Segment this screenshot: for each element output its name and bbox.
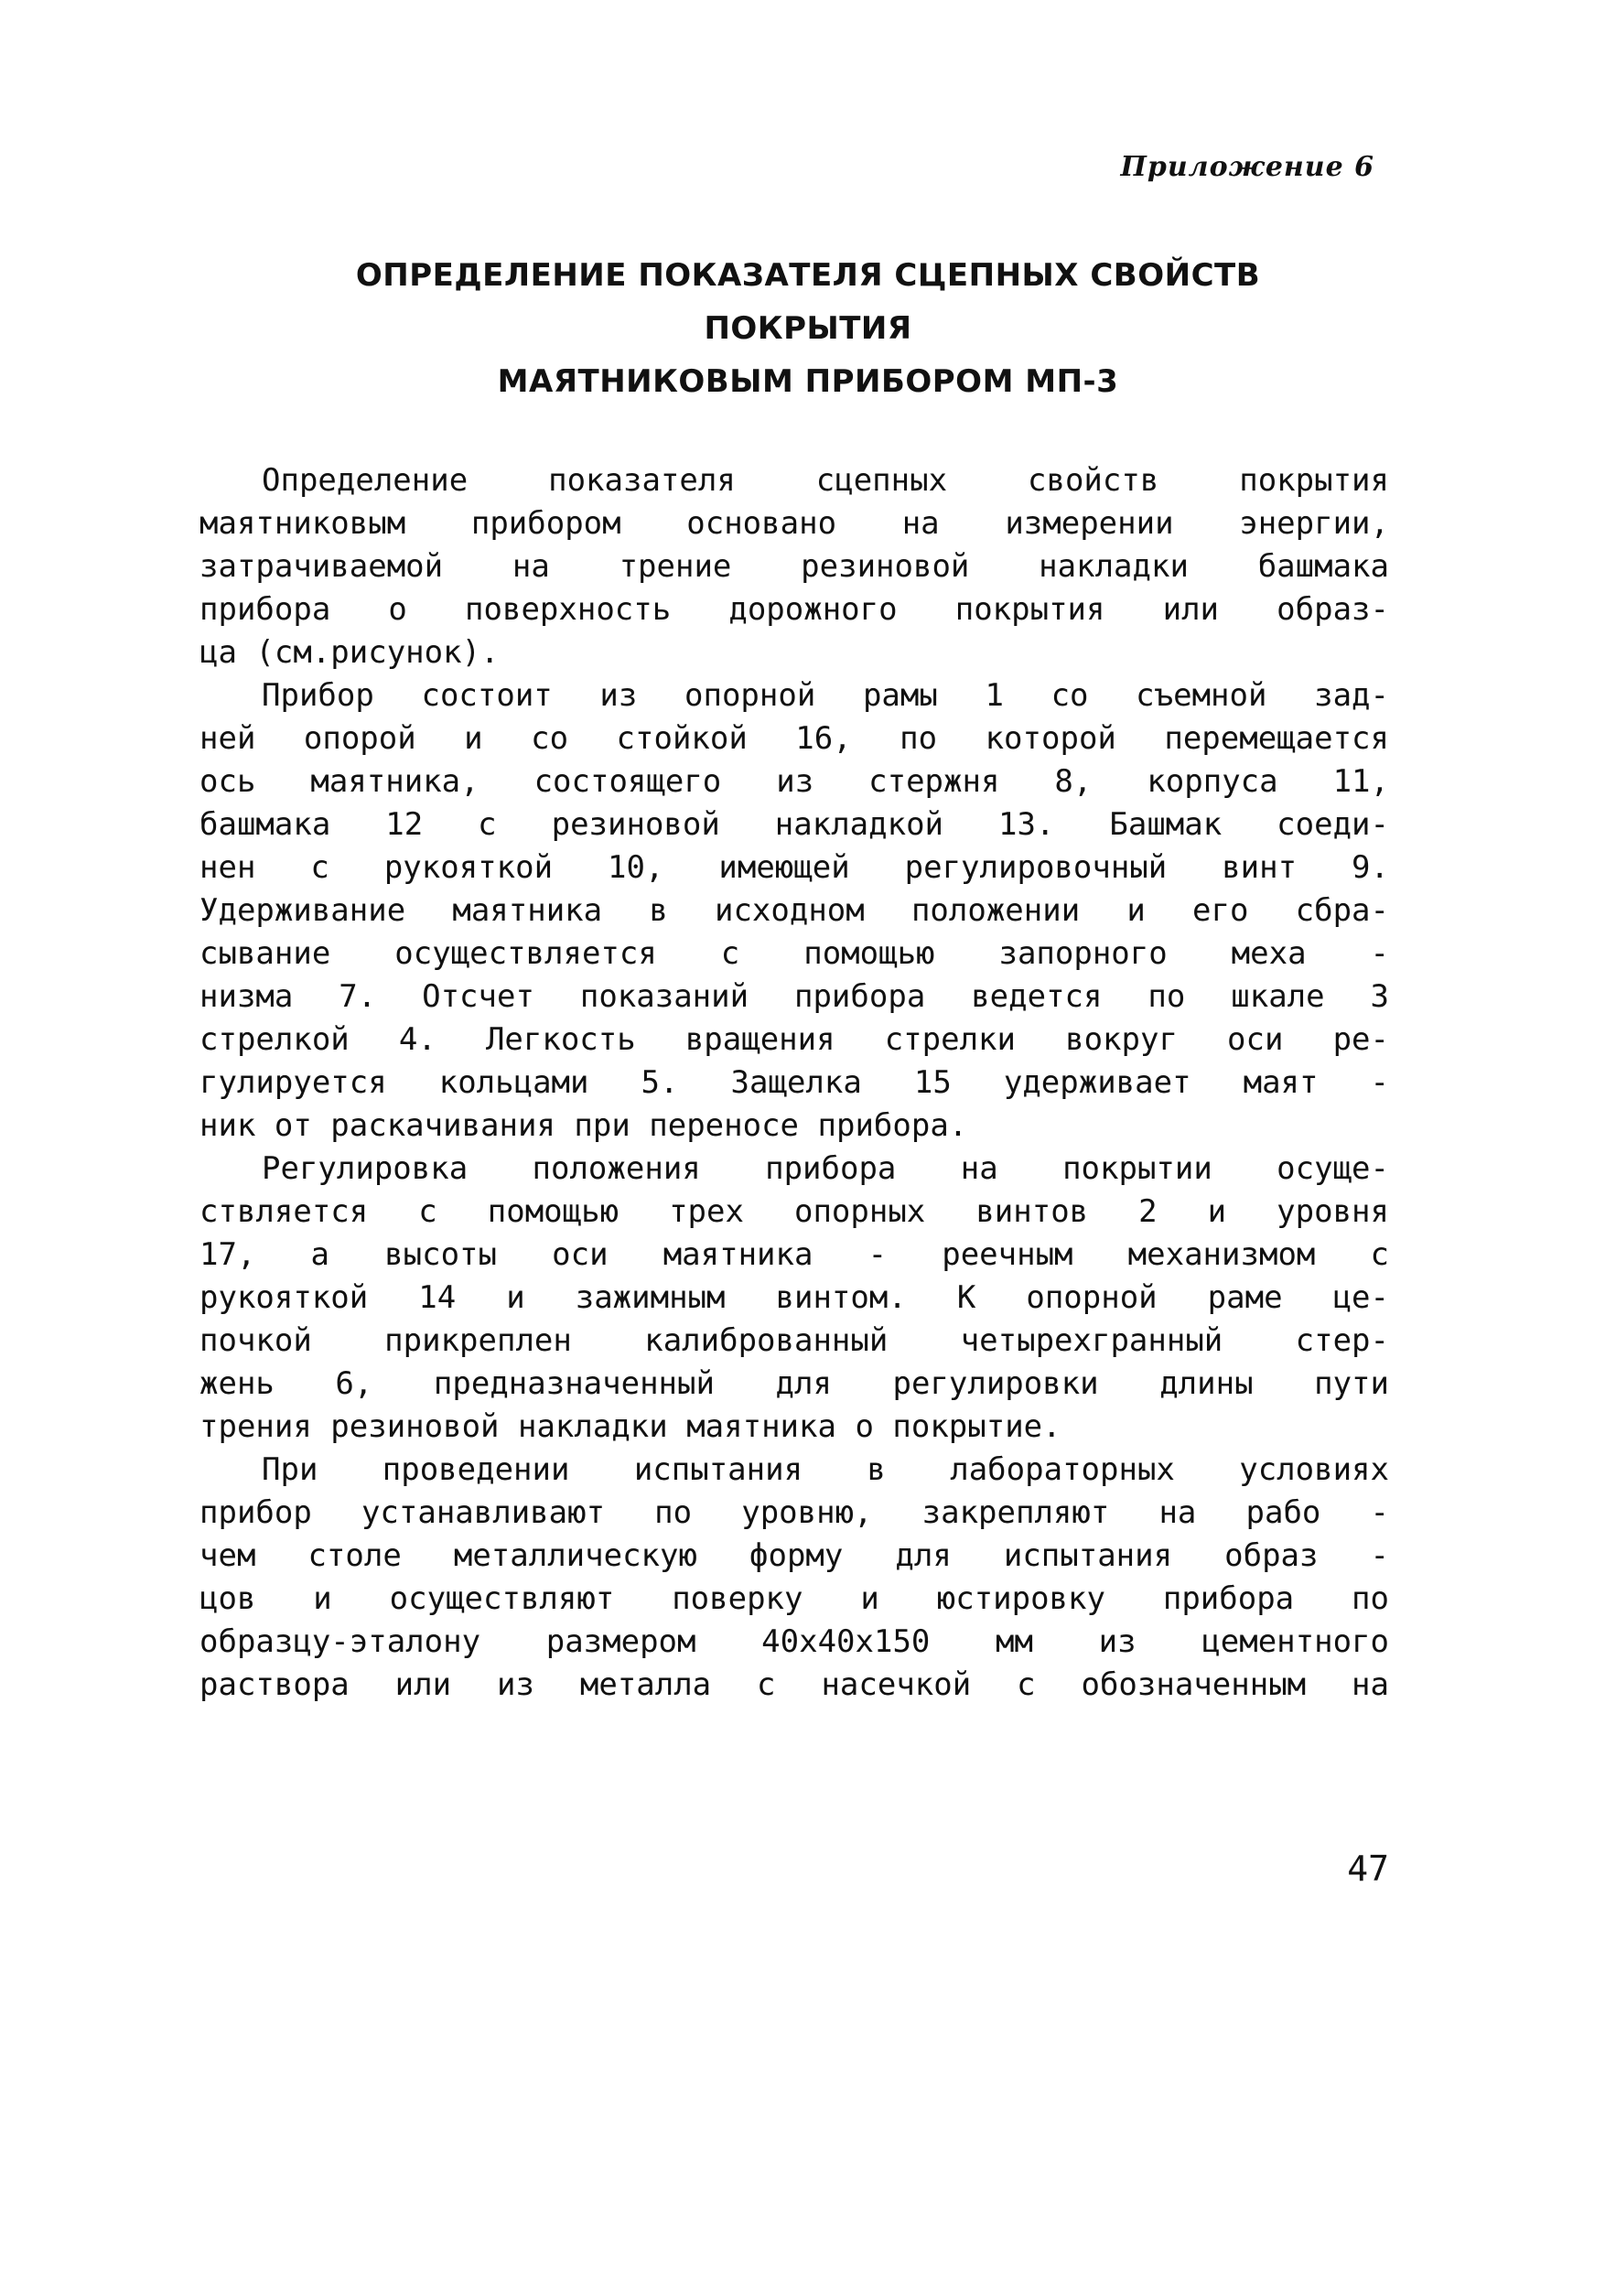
text-line: Удерживание маятника в исходном положении и его сбра- (199, 892, 1389, 929)
text-line: рукояткой 14 и зажимным винтом. К опорной раме це- (199, 1279, 1389, 1316)
paragraph-3 (199, 1148, 1389, 1449)
text-line: прибора о поверхность дорожного покрытия или образ- (199, 591, 1389, 628)
page-title (137, 249, 1479, 408)
text-line: ось маятника, состоящего из стержня 8, корпуса 11, (199, 763, 1389, 800)
title-line-1: ОПРЕДЕЛЕНИЕ ПОКАЗАТЕЛЯ СЦЕПНЫХ СВОЙСТВ (355, 257, 1261, 294)
text-line: маятниковым прибором основано на измерении энергии, (199, 505, 1389, 542)
paragraph-1 (199, 459, 1389, 674)
text-line: сывание осуществляется с помощью запорного меха - (199, 935, 1389, 972)
text-line: При проведении испытания в лабораторных условиях (262, 1451, 1389, 1488)
text-line: прибор устанавливают по уровню, закрепляют на рабо - (199, 1494, 1389, 1531)
text-line: Регулировка положения прибора на покрытии осуще- (262, 1150, 1389, 1187)
text-line: башмака 12 с резиновой накладкой 13. Башмак соеди- (199, 806, 1389, 843)
text-line: трения резиновой накладки маятника о покрытие. (199, 1408, 1061, 1445)
text-line: затрачиваемой на трение резиновой накладки башмака (199, 548, 1389, 585)
text-line: ца (см.рисунок). (199, 634, 500, 671)
title-line-3: МАЯТНИКОВЫМ ПРИБОРОМ МП-3 (497, 363, 1119, 400)
text-line: образцу-эталону размером 40х40х150 мм из цементного (199, 1623, 1389, 1660)
paragraph-2 (199, 674, 1389, 1148)
text-line: ней опорой и со стойкой 16, по которой перемещается (199, 720, 1389, 757)
text-line: чем столе металлическую форму для испытания образ - (199, 1537, 1389, 1574)
text-line: жень 6, предназначенный для регулировки длины пути (199, 1365, 1389, 1402)
text-line: 17, а высоты оси маятника - реечным механизмом с (199, 1236, 1389, 1273)
title-line-2: ПОКРЫТИЯ (704, 310, 912, 347)
text-line: стрелкой 4. Легкость вращения стрелки вокруг оси ре- (199, 1021, 1389, 1058)
appendix-label: Приложение 6 (1120, 151, 1374, 183)
text-line: Прибор состоит из опорной рамы 1 со съемной зад- (262, 677, 1389, 714)
body-text (199, 459, 1389, 1707)
text-line: нен с рукояткой 10, имеющей регулировочный винт 9. (199, 849, 1389, 886)
paragraph-4 (199, 1449, 1389, 1707)
text-line: ник от раскачивания при переносе прибора. (199, 1107, 968, 1144)
text-line: раствора или из металла с насечкой с обозначенным на (199, 1666, 1389, 1703)
text-line: ствляется с помощью трех опорных винтов 2 и уровня (199, 1193, 1389, 1230)
text-line: почкой прикреплен калиброванный четырехгранный стер- (199, 1322, 1389, 1359)
page-number: 47 (1347, 1849, 1389, 1889)
text-line: низма 7. Отсчет показаний прибора ведется по шкале 3 (199, 978, 1389, 1015)
text-line: цов и осуществляют поверку и юстировку прибора по (199, 1580, 1389, 1617)
text-line: Определение показателя сцепных свойств покрытия (262, 462, 1389, 499)
text-line: гулируется кольцами 5. Защелка 15 удерживает маят - (199, 1064, 1389, 1101)
